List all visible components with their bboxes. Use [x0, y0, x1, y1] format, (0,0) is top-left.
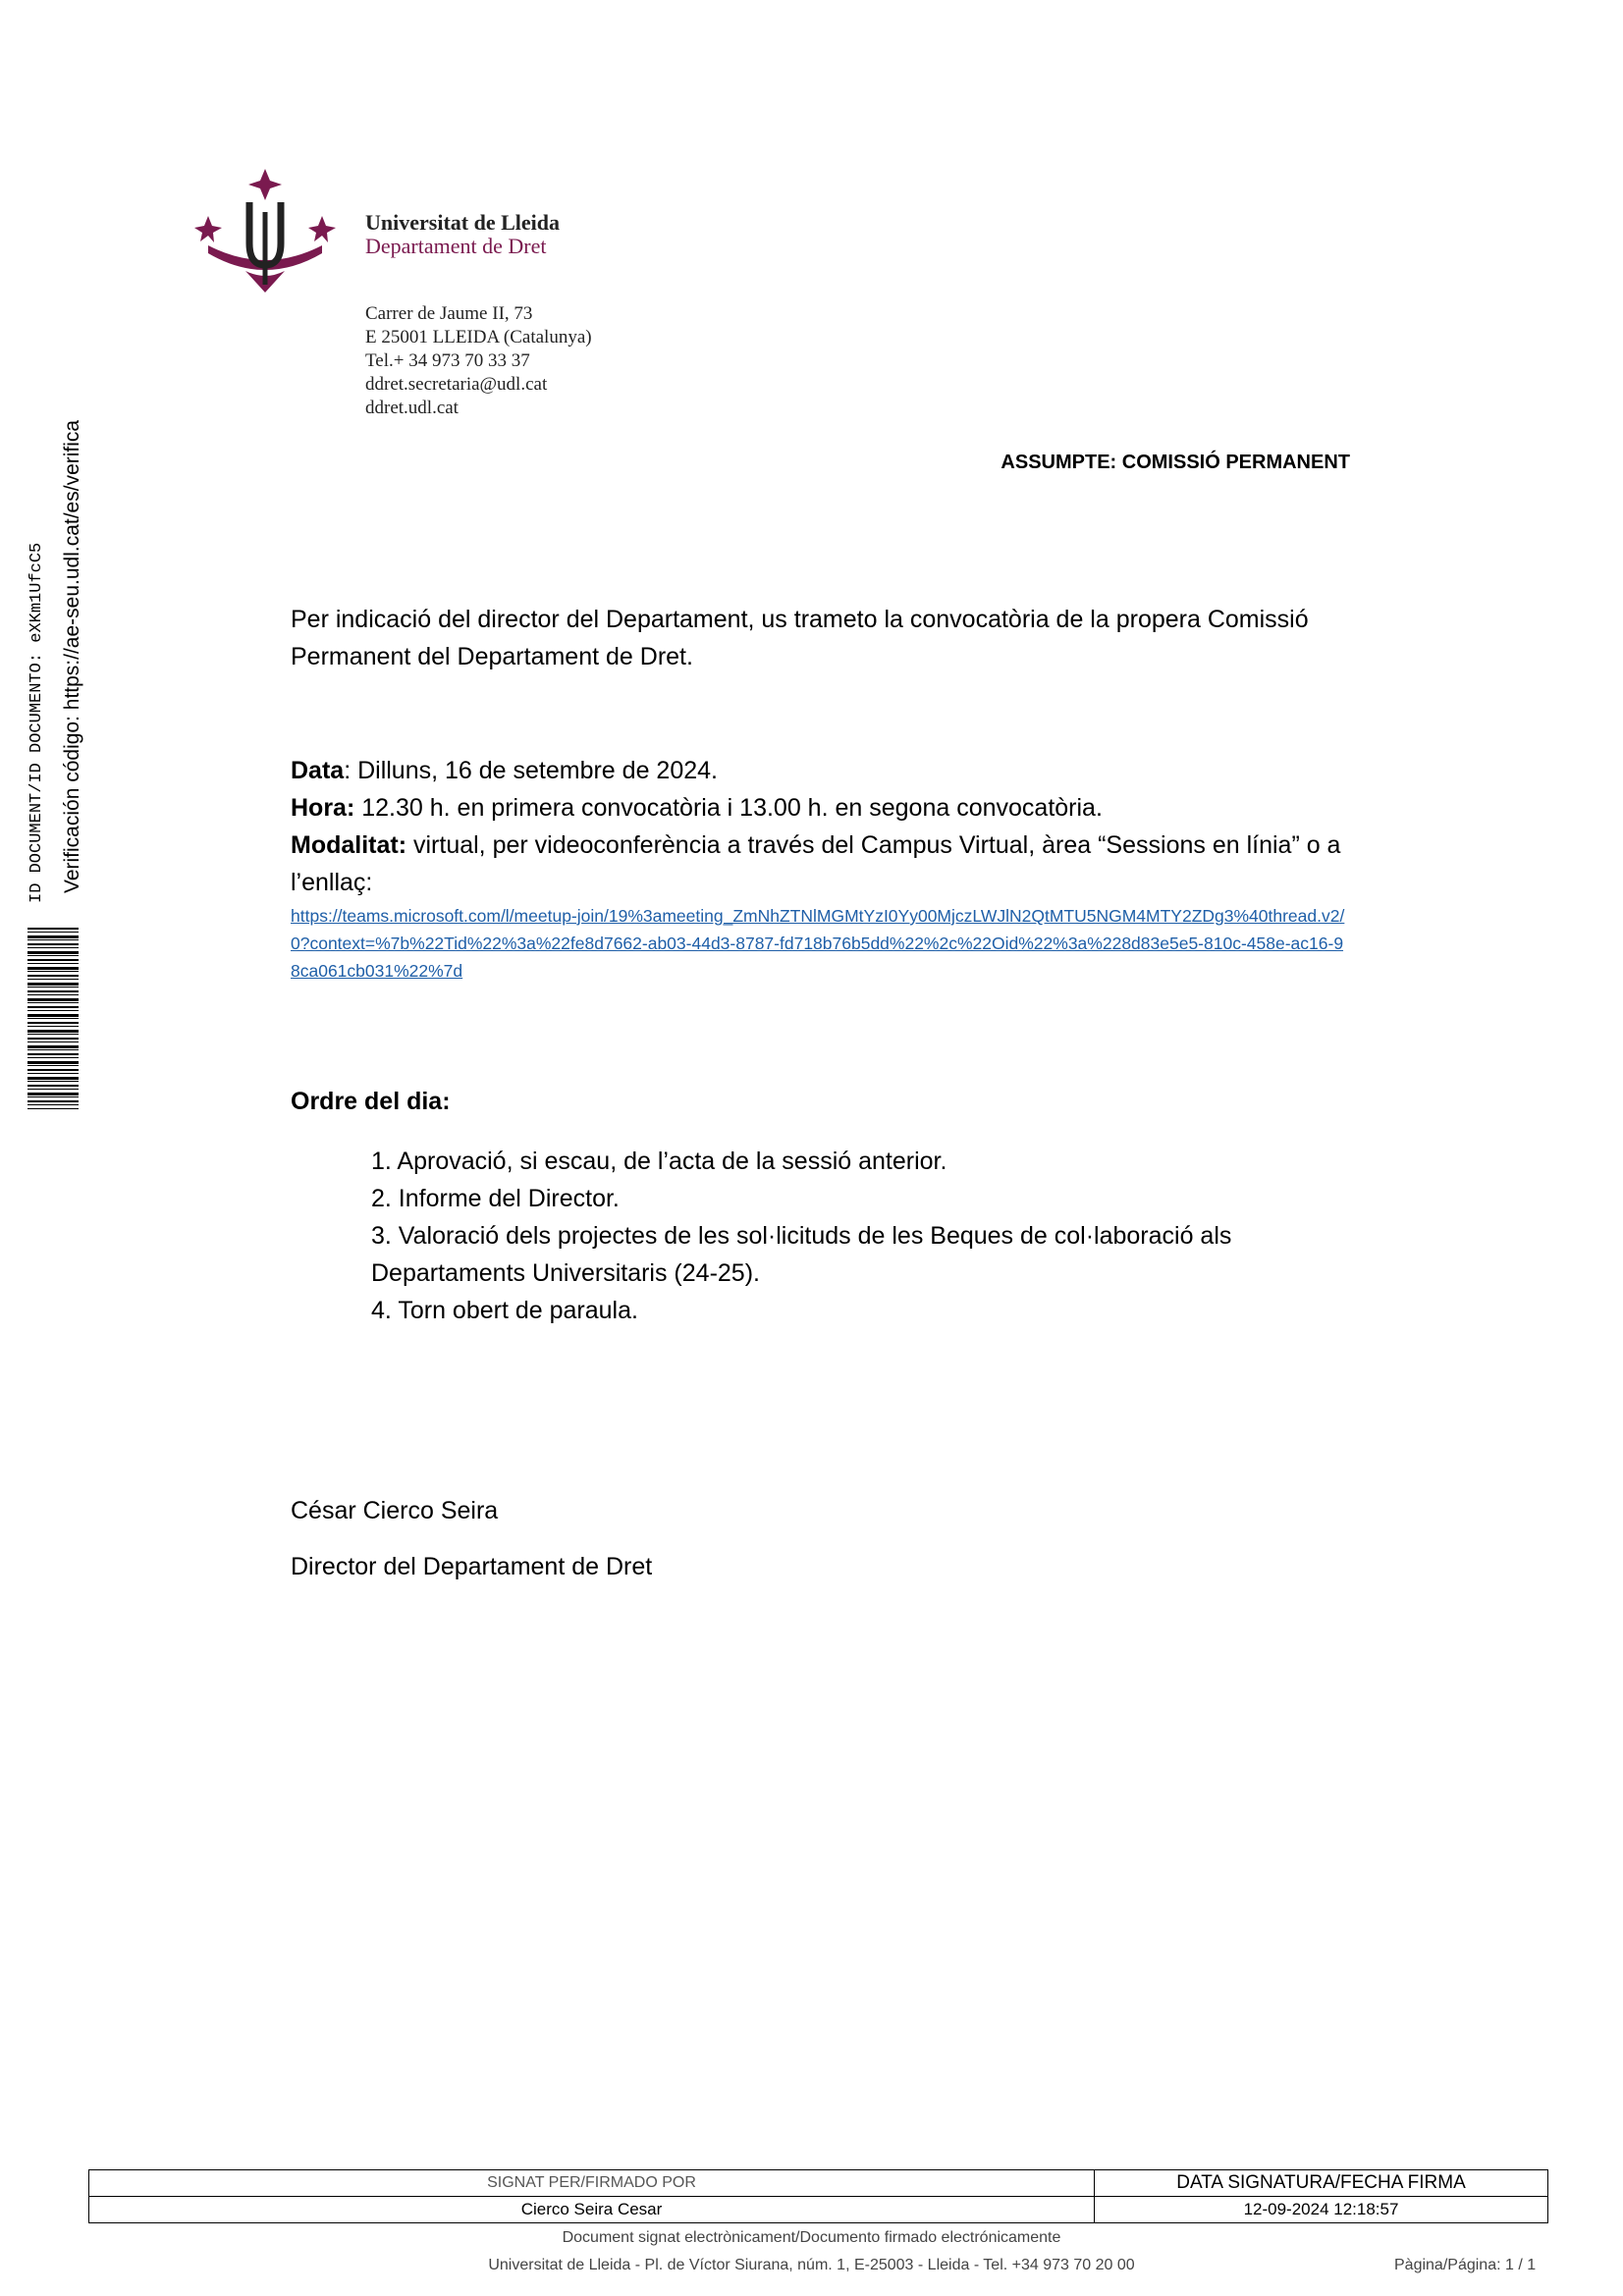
- date-label: Data: [291, 757, 345, 784]
- signed-by-header: SIGNAT PER/FIRMADO POR: [89, 2170, 1095, 2197]
- verification-url: Verificación código: https://ae-seu.udl.cat/es/verifica: [61, 419, 83, 893]
- time-value: 12.30 h. en primera convocatòria i 13.00 h. en segona convocatòria.: [354, 794, 1103, 822]
- date-value: : Dilluns, 16 de setembre de 2024.: [344, 757, 718, 784]
- date-header: DATA SIGNATURA/FECHA FIRMA: [1095, 2170, 1548, 2197]
- agenda-item: 4. Torn obert de paraula.: [371, 1297, 638, 1324]
- agenda-item: 2. Informe del Director.: [371, 1185, 620, 1212]
- page-number: Pàgina/Página: 1 / 1: [1394, 2257, 1537, 2273]
- electronic-signature-note: Document signat electrònicament/Documento firmado electrónicamente: [562, 2229, 1061, 2246]
- footer-address: Universitat de Lleida - Pl. de Víctor Siurana, núm. 1, E-25003 - Lleida - Tel. +34 973 70 20 00: [488, 2257, 1135, 2273]
- mode-value: virtual, per videoconferència a través del Campus Virtual, àrea “Sessions en línia” o a l’enllaç:: [291, 831, 1341, 896]
- address-line: Carrer de Jaume II, 73: [365, 303, 533, 324]
- address-line: E 25001 LLEIDA (Catalunya): [365, 327, 592, 347]
- time-label: Hora:: [291, 794, 355, 822]
- address-block: [365, 302, 592, 420]
- intro-paragraph: Per indicació del director del Departament, us trameto la convocatòria de la propera Comissió Permanent del Departament de Dret.: [291, 606, 1309, 670]
- agenda-item: 3. Valoració dels projectes de les sol·licituds de les Beques de col·laboració als Departaments Universitaris (24-25).: [371, 1222, 1232, 1287]
- agenda-item: 1. Aprovació, si escau, de l’acta de la sessió anterior.: [371, 1148, 947, 1175]
- address-line: Tel.+ 34 973 70 33 37: [365, 350, 530, 371]
- university-name: Universitat de Lleida: [365, 210, 560, 235]
- subject-line: ASSUMPTE: COMISSIÓ PERMANENT: [1001, 452, 1350, 473]
- sign-date-cell: 12-09-2024 12:18:57: [1095, 2197, 1548, 2223]
- date-row: [291, 752, 1351, 789]
- address-email: ddret.secretaria@udl.cat: [365, 374, 548, 395]
- department-name: Departament de Dret: [365, 234, 547, 258]
- agenda-title: Ordre del dia:: [291, 1088, 451, 1115]
- meeting-details: [291, 752, 1351, 901]
- mode-label: Modalitat:: [291, 831, 407, 859]
- address-web: ddret.udl.cat: [365, 398, 459, 418]
- signer-role: Director del Departament de Dret: [291, 1553, 653, 1580]
- signer-cell: Cierco Seira Cesar: [89, 2197, 1095, 2223]
- time-row: [291, 789, 1351, 827]
- signature-table: [88, 2169, 1548, 2223]
- teams-meeting-link[interactable]: https://teams.microsoft.com/l/meetup-join/19%3ameeting_ZmNhZTNlMGMtYzI0Yy00MjczLWJlN2QtMTU5NGM4MTY2ZDg3%40thread.v2/0?context=%7b%22Tid%22%3a%22fe8d7662-ab03-44d3-8787-fd718b76b5dd%22%2c%22Oid%22%3a%228d83e5e5-810c-458e-ac16-98ca061cb031%22%7d: [291, 906, 1345, 981]
- barcode: [27, 928, 79, 1109]
- signer-name: César Cierco Seira: [291, 1497, 499, 1524]
- university-logo: [187, 167, 344, 294]
- document-id: ID DOCUMENT/ID DOCUMENTO: eXKm1UfcC5: [27, 542, 46, 903]
- agenda-list: [371, 1143, 1351, 1329]
- mode-row: [291, 827, 1351, 901]
